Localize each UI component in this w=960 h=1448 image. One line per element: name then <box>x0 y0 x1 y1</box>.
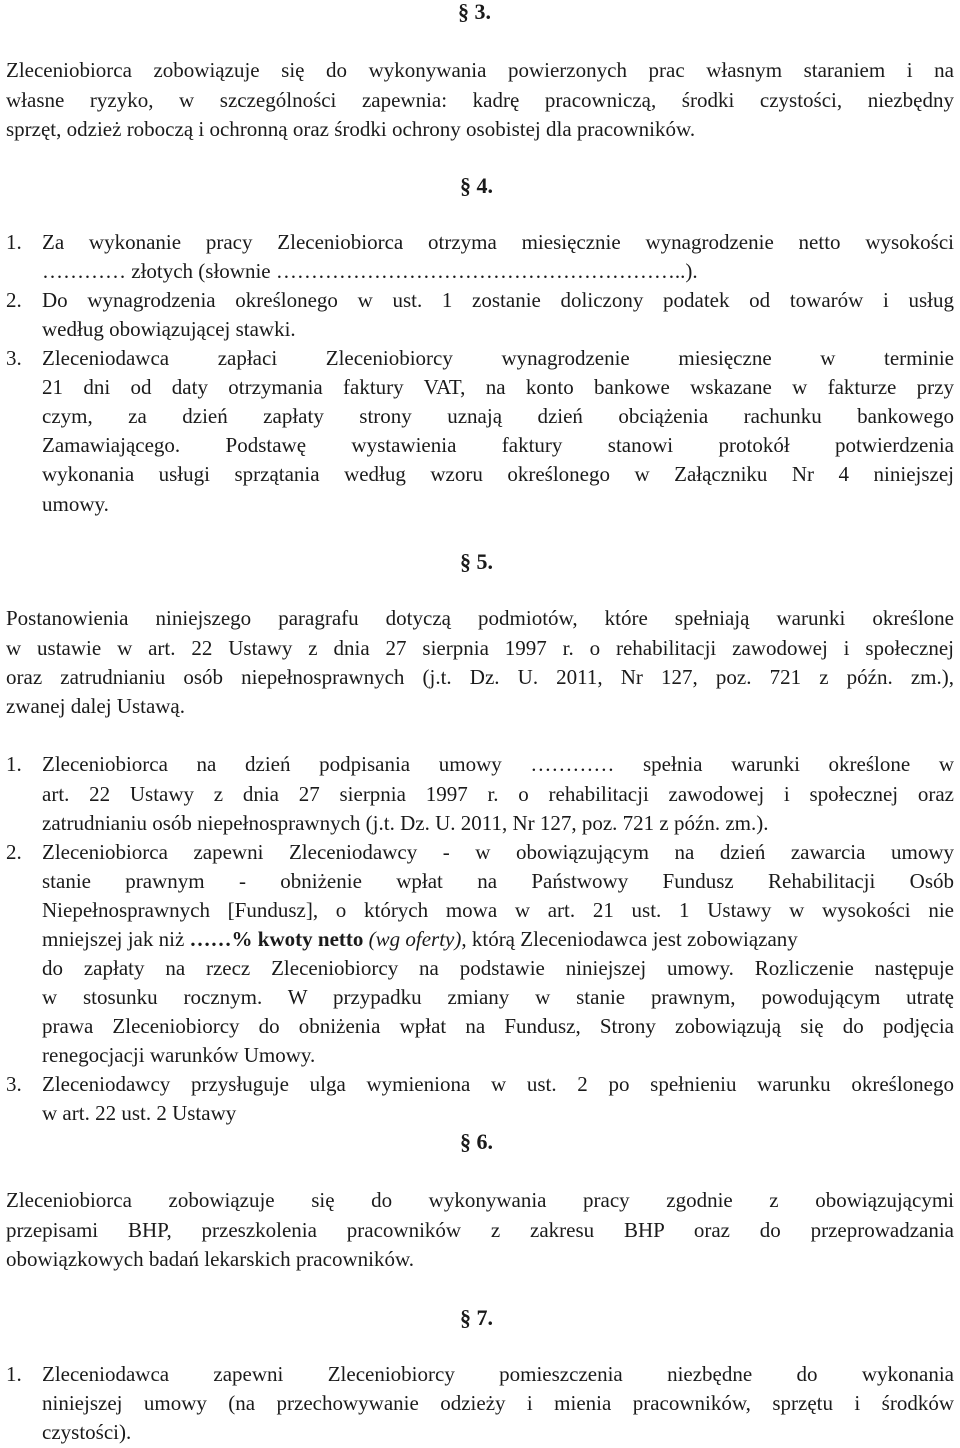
section-4-heading: § 4. <box>460 173 493 198</box>
section-5-item-3-line-2: w art. 22 ust. 2 Ustawy <box>42 1101 237 1125</box>
section-4-item-3-line-6: umowy. <box>42 492 109 516</box>
section-5-item-2-line-5: do zapłaty na rzecz Zleceniobiorcy na podstawie niniejszej umowy. Rozliczenie następuje <box>42 956 954 980</box>
section-5-item-2-line-3: Niepełnosprawnych [Fundusz], o których mowa w art. 21 ust. 1 Ustawy w wysokości nie <box>42 898 954 922</box>
section-5-line-2: w ustawie w art. 22 Ustawy z dnia 27 sierpnia 1997 r. o rehabilitacji zawodowej i społecznej <box>6 636 954 660</box>
section-5-item-1-line-2: art. 22 Ustawy z dnia 27 sierpnia 1997 r. o rehabilitacji zawodowej i społecznej oraz <box>42 782 954 806</box>
section-4-item-2-number: 2. <box>6 288 22 312</box>
section-5-line-1: Postanowienia niniejszego paragrafu dotyczą podmiotów, które spełniają warunki określone <box>6 606 954 630</box>
section-5-line-3: oraz zatrudnianiu osób niepełnosprawnych (j.t. Dz. U. 2011, Nr 127, poz. 721 z późn. zm.), <box>6 665 954 689</box>
section-4-item-3-line-2: 21 dni od daty otrzymania faktury VAT, na konto bankowe wskazane w fakturze przy <box>42 375 954 399</box>
section-4-item-1-line-2: ………… złotych (słownie …………………………………………………..). <box>42 259 698 283</box>
section-5-item-2-line-8: renegocjacji warunków Umowy. <box>42 1043 316 1067</box>
section-3-line-1: Zleceniobiorca zobowiązuje się do wykonywania powierzonych prac własnym staraniem i na <box>6 58 954 82</box>
section-4-item-3-line-5: wykonania usługi sprzątania według wzoru określonego w Załączniku Nr 4 niniejszej <box>42 462 954 486</box>
section-5-item-2-line-7: prawa Zleceniobiorcy do obniżenia wpłat na Fundusz, Strony zobowiązują się do podjęcia <box>42 1014 954 1038</box>
section-5-item-1-number: 1. <box>6 752 22 776</box>
section-5-item-3-number: 3. <box>6 1072 22 1096</box>
section-6-heading: § 6. <box>460 1129 493 1154</box>
section-5-item-2-line-6: w stosunku rocznym. W przypadku zmiany w stanie prawnym, powodującym utratę <box>42 985 954 1009</box>
section-4-item-3-line-1: Zleceniodawca zapłaci Zleceniobiorcy wynagrodzenie miesięczne w terminie <box>42 346 954 370</box>
section-4-item-2-line-1: Do wynagrodzenia określonego w ust. 1 zostanie doliczony podatek od towarów i usług <box>42 288 954 312</box>
section-5-line-4: zwanej dalej Ustawą. <box>6 694 186 718</box>
section-3-line-3: sprzęt, odzież roboczą i ochronną oraz środki ochrony osobistej dla pracowników. <box>6 117 696 141</box>
section-5-item-1-line-1: Zleceniobiorca na dzień podpisania umowy ………… spełnia warunki określone w <box>42 752 954 776</box>
section-5-heading: § 5. <box>460 549 493 574</box>
section-6-line-3: obowiązkowych badań lekarskich pracowników. <box>6 1247 415 1271</box>
section-7-item-1-line-1: Zleceniodawca zapewni Zleceniobiorcy pomieszczenia niezbędne do wykonania <box>42 1362 954 1386</box>
section-3-heading: § 3. <box>458 0 491 24</box>
section-5-item-1-line-3: zatrudnianiu osób niepełnosprawnych (j.t. Dz. U. 2011, Nr 127, poz. 721 z późn. zm.). <box>42 811 769 835</box>
section-7-heading: § 7. <box>460 1305 493 1330</box>
section-7-item-1-line-2: niniejszej umowy (na przechowywanie odzieży i mienia pracowników, sprzętu i środków <box>42 1391 954 1415</box>
section-4-item-3-line-4: Zamawiającego. Podstawę wystawienia faktury stanowi protokół potwierdzenia <box>42 433 954 457</box>
section-4-item-2-line-2: według obowiązującej stawki. <box>42 317 296 341</box>
section-7-item-1-line-3: czystości). <box>42 1420 132 1444</box>
section-5-item-2-line-2: stanie prawnym - obniżenie wpłat na Państwowy Fundusz Rehabilitacji Osób <box>42 869 954 893</box>
section-5-item-2-line-4 <box>42 925 954 953</box>
section-6-line-1: Zleceniobiorca zobowiązuje się do wykonywania pracy zgodnie z obowiązującymi <box>6 1188 954 1212</box>
section-5-item-2-line-1: Zleceniobiorca zapewni Zleceniodawcy - w obowiązującym na dzień zawarcia umowy <box>42 840 954 864</box>
section-5-item-3-line-1: Zleceniodawcy przysługuje ulga wymieniona w ust. 2 po spełnieniu warunku określonego <box>42 1072 954 1096</box>
section-4-item-3-number: 3. <box>6 346 22 370</box>
section-3-line-2: własne ryzyko, w szczególności zapewnia: kadrę pracowniczą, środki czystości, niezbędny <box>6 88 954 112</box>
section-4-item-1-number: 1. <box>6 230 22 254</box>
section-7-item-1-number: 1. <box>6 1362 22 1386</box>
line-4-part-a: mniejszej jak niż ……% kwoty netto (wg oferty), którą Zleceniodawca jest zobowiązany <box>42 927 798 951</box>
section-6-line-2: przepisami BHP, przeszkolenia pracowników z zakresu BHP oraz do przeprowadzania <box>6 1218 954 1242</box>
section-5-item-2-number: 2. <box>6 840 22 864</box>
section-4-item-1-line-1: Za wykonanie pracy Zleceniobiorca otrzyma miesięcznie wynagrodzenie netto wysokości <box>42 230 954 254</box>
section-4-item-3-line-3: czym, za dzień zapłaty strony uznają dzień obciążenia rachunku bankowego <box>42 404 954 428</box>
